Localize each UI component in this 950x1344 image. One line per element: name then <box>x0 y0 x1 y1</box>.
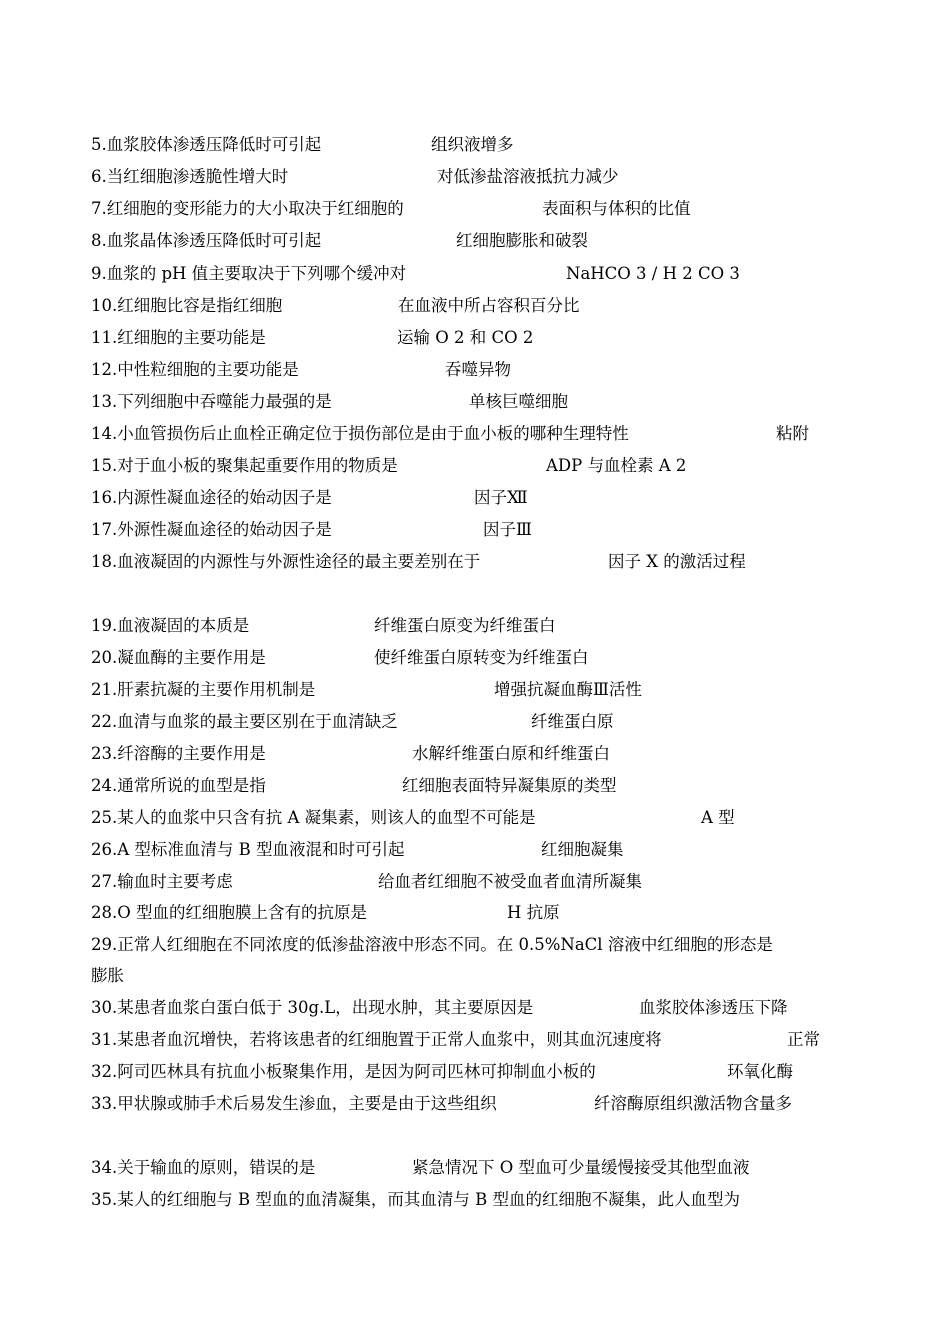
answer-text: 纤维蛋白原变为纤维蛋白 <box>374 616 556 635</box>
answer-text: H 抗原 <box>507 903 560 922</box>
answer-text: 正常 <box>787 1030 820 1049</box>
answer-text: 环氧化酶 <box>727 1062 793 1081</box>
answer-text: 因子Ⅻ <box>474 488 528 507</box>
answer-text: ADP 与血栓素 A 2 <box>546 456 687 475</box>
answer-text: 红细胞凝集 <box>541 840 624 859</box>
answer-text: 运输 O 2 和 CO 2 <box>397 328 534 347</box>
answer-text: 给血者红细胞不被受血者血清所凝集 <box>378 872 642 891</box>
answer-text: 粘附 <box>776 424 809 443</box>
answer-text: A 型 <box>701 808 735 827</box>
question-text: 15.对于血小板的聚集起重要作用的物质是 <box>91 456 398 475</box>
answer-text: 红细胞膨胀和破裂 <box>456 231 588 250</box>
answer-text: NaHCO 3 / H 2 CO 3 <box>566 264 740 283</box>
question-text: 30.某患者血浆白蛋白低于 30g.L，出现水肿，其主要原因是 <box>91 998 534 1017</box>
question-text: 20.凝血酶的主要作用是 <box>91 648 266 667</box>
question-text: 29.正常人红细胞在不同浓度的低渗盐溶液中形态不同。在 0.5%NaCl 溶液中红细胞的形态是 <box>91 935 773 954</box>
answer-text: 吞噬异物 <box>445 360 511 379</box>
answer-text: 红细胞表面特异凝集原的类型 <box>402 776 617 795</box>
question-text: 5.血浆胶体渗透压降低时可引起 <box>91 135 322 154</box>
question-text: 13.下列细胞中吞噬能力最强的是 <box>91 392 332 411</box>
answer-text: 水解纤维蛋白原和纤维蛋白 <box>412 744 610 763</box>
question-text: 12.中性粒细胞的主要功能是 <box>91 360 299 379</box>
question-text: 33.甲状腺或肺手术后易发生渗血，主要是由于这些组织 <box>91 1094 497 1113</box>
question-text: 24.通常所说的血型是指 <box>91 776 266 795</box>
question-text: 14.小血管损伤后止血栓正确定位于损伤部位是由于血小板的哪种生理特性 <box>91 424 629 443</box>
question-text: 9.血浆的 pH 值主要取决于下列哪个缓冲对 <box>91 264 407 283</box>
question-text: 10.红细胞比容是指红细胞 <box>91 296 283 315</box>
question-text: 27.输血时主要考虑 <box>91 872 233 891</box>
answer-text: 对低渗盐溶液抵抗力减少 <box>437 167 619 186</box>
question-text: 17.外源性凝血途径的始动因子是 <box>91 520 332 539</box>
question-text: 32.阿司匹林具有抗血小板聚集作用，是因为阿司匹林可抑制血小板的 <box>91 1062 596 1081</box>
question-text: 16.内源性凝血途径的始动因子是 <box>91 488 332 507</box>
answer-text: 组织液增多 <box>431 135 514 154</box>
question-text: 26.A 型标准血清与 B 型血液混和时可引起 <box>91 840 405 859</box>
question-text: 21.肝素抗凝的主要作用机制是 <box>91 680 316 699</box>
answer-text: 因子 X 的激活过程 <box>608 552 746 571</box>
answer-text: 在血液中所占容积百分比 <box>398 296 580 315</box>
question-text: 25.某人的血浆中只含有抗 A 凝集素，则该人的血型不可能是 <box>91 808 536 827</box>
question-text: 22.血清与血浆的最主要区别在于血清缺乏 <box>91 712 398 731</box>
answer-text: 纤溶酶原组织激活物含量多 <box>594 1094 792 1113</box>
question-text: 18.血液凝固的内源性与外源性途径的最主要差别在于 <box>91 552 481 571</box>
question-text: 6.当红细胞渗透脆性增大时 <box>91 167 289 186</box>
answer-text: 紧急情况下 O 型血可少量缓慢接受其他型血液 <box>412 1158 750 1177</box>
question-text: 7.红细胞的变形能力的大小取决于红细胞的 <box>91 199 404 218</box>
answer-text: 表面积与体积的比值 <box>542 199 691 218</box>
answer-text: 单核巨噬细胞 <box>469 392 568 411</box>
question-text: 35.某人的红细胞与 B 型血的血清凝集，而其血清与 B 型血的红细胞不凝集，此人血型为 <box>91 1190 740 1209</box>
answer-text: 血浆胶体渗透压下降 <box>639 998 788 1017</box>
question-text: 23.纤溶酶的主要作用是 <box>91 744 266 763</box>
answer-text: 使纤维蛋白原转变为纤维蛋白 <box>374 648 589 667</box>
question-text: 31.某患者血沉增快，若将该患者的红细胞置于正常人血浆中，则其血沉速度将 <box>91 1030 662 1049</box>
question-text: 11.红细胞的主要功能是 <box>91 328 266 347</box>
question-text: 28.O 型血的红细胞膜上含有的抗原是 <box>91 903 368 922</box>
answer-text: 因子Ⅲ <box>483 520 532 539</box>
question-text: 34.关于输血的原则，错误的是 <box>91 1158 316 1177</box>
question-text: 19.血液凝固的本质是 <box>91 616 250 635</box>
answer-text: 纤维蛋白原 <box>531 712 614 731</box>
answer-text: 增强抗凝血酶Ⅲ活性 <box>494 680 642 699</box>
question-text: 8.血浆晶体渗透压降低时可引起 <box>91 231 322 250</box>
answer-text: 膨胀 <box>91 966 124 985</box>
